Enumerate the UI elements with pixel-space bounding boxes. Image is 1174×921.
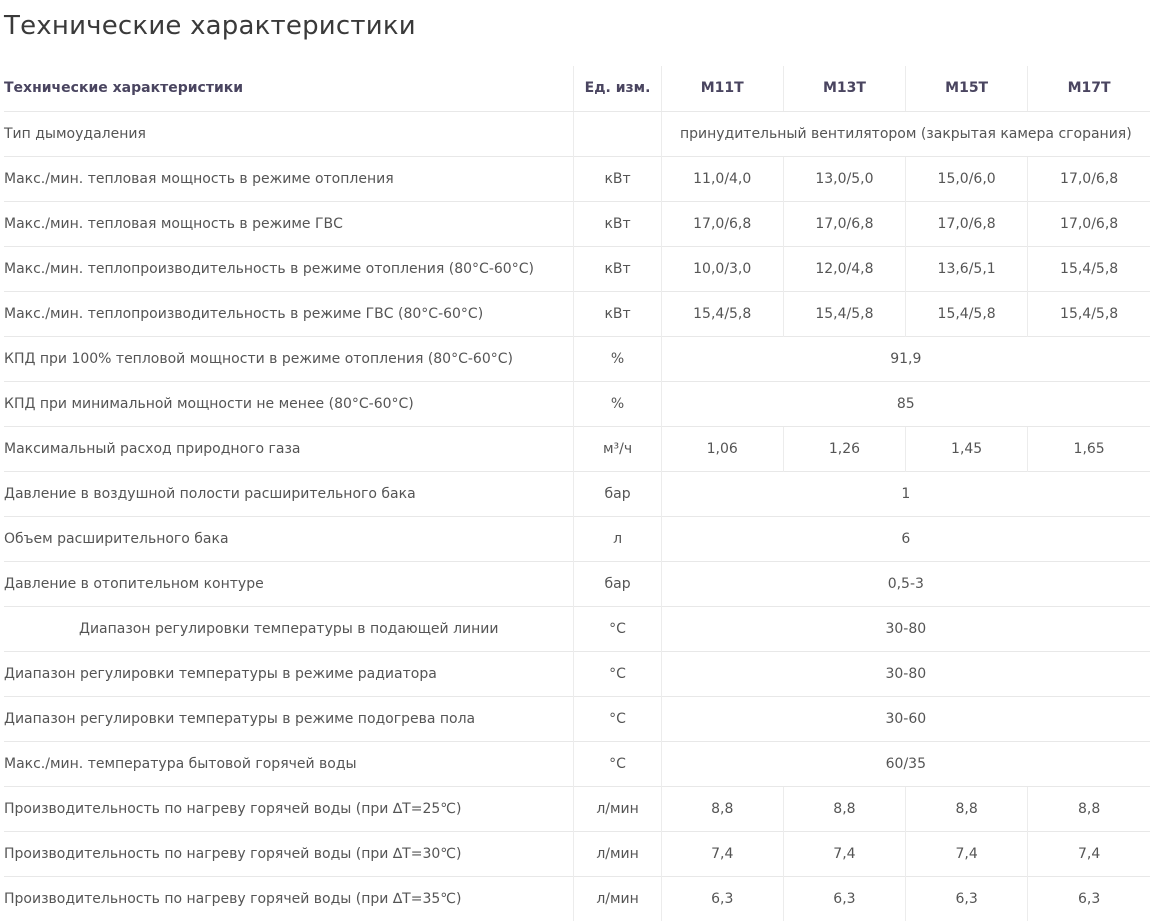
row-unit: кВт xyxy=(574,246,661,291)
row-value: 15,4/5,8 xyxy=(783,291,905,336)
row-value: 8,8 xyxy=(783,786,905,831)
row-parameter-name: Производительность по нагреву горячей воды (при ∆T=30℃) xyxy=(4,831,574,876)
row-unit: кВт xyxy=(574,201,661,246)
row-value-all-models: 1 xyxy=(661,471,1150,516)
row-parameter-name: Диапазон регулировки температуры в режиме подогрева пола xyxy=(4,696,574,741)
row-parameter-name: Производительность по нагреву горячей воды (при ∆T=25℃) xyxy=(4,786,574,831)
row-parameter-name: Диапазон регулировки температуры в подающей линии xyxy=(4,606,574,651)
row-value-all-models: 6 xyxy=(661,516,1150,561)
row-value: 15,4/5,8 xyxy=(1028,291,1150,336)
row-value: 6,3 xyxy=(906,876,1028,921)
row-value: 6,3 xyxy=(783,876,905,921)
row-parameter-name: Тип дымоудаления xyxy=(4,125,146,142)
table-row xyxy=(4,381,1150,426)
row-parameter-name: Макс./мин. тепловая мощность в режиме отопления xyxy=(4,156,574,201)
row-unit: л xyxy=(574,516,661,561)
row-value: 1,26 xyxy=(783,426,905,471)
row-value-all-models: принудительный вентилятором (закрытая камера сгорания) xyxy=(679,125,1132,142)
header-model-m11t: M11T xyxy=(661,66,783,111)
row-unit: л/мин xyxy=(574,831,661,876)
header-model-m15t: M15T xyxy=(906,66,1028,111)
row-value: 15,4/5,8 xyxy=(1028,246,1150,291)
row-unit: °С xyxy=(574,606,661,651)
table-row xyxy=(4,696,1150,741)
row-value: 17,0/6,8 xyxy=(1028,156,1150,201)
row-unit: л/мин xyxy=(574,876,661,921)
row-value: 7,4 xyxy=(906,831,1028,876)
row-value: 1,45 xyxy=(906,426,1028,471)
row-value-all-models: 91,9 xyxy=(661,336,1150,381)
table-row xyxy=(4,786,1150,831)
row-value: 8,8 xyxy=(1028,786,1150,831)
table-row xyxy=(4,291,1150,336)
page-title: Технические характеристики xyxy=(4,11,416,41)
table-row xyxy=(4,651,1150,696)
row-value-all-models: 30-80 xyxy=(661,606,1150,651)
row-value: 15,4/5,8 xyxy=(661,291,783,336)
row-value: 8,8 xyxy=(661,786,783,831)
row-value: 1,06 xyxy=(661,426,783,471)
table-row xyxy=(4,426,1150,471)
row-parameter-name: Объем расширительного бака xyxy=(4,516,574,561)
row-unit: м³/ч xyxy=(574,426,661,471)
row-parameter-name: КПД при минимальной мощности не менее (80°С-60°С) xyxy=(4,381,574,426)
row-parameter-name: Макс./мин. теплопроизводительность в режиме ГВС (80°С-60°С) xyxy=(4,291,574,336)
row-value-all-models: 0,5-3 xyxy=(661,561,1150,606)
row-parameter-name: Производительность по нагреву горячей воды (при ∆T=35℃) xyxy=(4,876,574,921)
row-value-all-models: 30-80 xyxy=(661,651,1150,696)
table-row xyxy=(4,516,1150,561)
table-row xyxy=(4,876,1150,921)
table-row xyxy=(4,336,1150,381)
row-parameter-name: Давление в отопительном контуре xyxy=(4,561,574,606)
row-value: 7,4 xyxy=(783,831,905,876)
header-row xyxy=(4,66,1150,111)
row-parameter-name: Макс./мин. температура бытовой горячей воды xyxy=(4,741,574,786)
row-value-all-models: 30-60 xyxy=(661,696,1150,741)
row-parameter-name: Диапазон регулировки температуры в режиме радиатора xyxy=(4,651,574,696)
table-row xyxy=(4,246,1150,291)
row-unit: °С xyxy=(574,651,661,696)
row-unit: % xyxy=(574,381,661,426)
row-value: 13,0/5,0 xyxy=(783,156,905,201)
table-row xyxy=(4,111,1150,156)
row-value: 7,4 xyxy=(661,831,783,876)
row-value-all-models: 60/35 xyxy=(661,741,1150,786)
table-row xyxy=(4,561,1150,606)
row-parameter-name: Макс./мин. тепловая мощность в режиме ГВС xyxy=(4,201,574,246)
header-model-m17t: M17T xyxy=(1028,66,1150,111)
row-unit: бар xyxy=(574,561,661,606)
row-value-all-models: 85 xyxy=(661,381,1150,426)
row-value: 11,0/4,0 xyxy=(661,156,783,201)
row-unit: л/мин xyxy=(574,786,661,831)
specifications-table xyxy=(4,66,1150,921)
row-unit xyxy=(574,111,661,156)
header-unit: Ед. изм. xyxy=(574,66,661,111)
row-value: 17,0/6,8 xyxy=(1028,201,1150,246)
header-model-m13t: M13T xyxy=(783,66,905,111)
table-row xyxy=(4,156,1150,201)
row-value: 6,3 xyxy=(1028,876,1150,921)
table-header xyxy=(4,66,1150,111)
table-row xyxy=(4,201,1150,246)
table-row xyxy=(4,471,1150,516)
row-value: 6,3 xyxy=(661,876,783,921)
table-row xyxy=(4,606,1150,651)
row-value: 13,6/5,1 xyxy=(906,246,1028,291)
row-parameter-name: Макс./мин. теплопроизводительность в режиме отопления (80°С-60°С) xyxy=(4,246,574,291)
row-value: 17,0/6,8 xyxy=(661,201,783,246)
row-value: 17,0/6,8 xyxy=(783,201,905,246)
row-value: 15,4/5,8 xyxy=(906,291,1028,336)
row-parameter-name: Максимальный расход природного газа xyxy=(4,426,574,471)
row-value: 15,0/6,0 xyxy=(906,156,1028,201)
row-parameter-name: Давление в воздушной полости расширительного бака xyxy=(4,471,574,516)
row-value: 17,0/6,8 xyxy=(906,201,1028,246)
row-unit: °С xyxy=(574,741,661,786)
row-value: 7,4 xyxy=(1028,831,1150,876)
row-value: 1,65 xyxy=(1028,426,1150,471)
row-unit: бар xyxy=(574,471,661,516)
row-unit: кВт xyxy=(574,156,661,201)
row-parameter-name: КПД при 100% тепловой мощности в режиме отопления (80°С-60°С) xyxy=(4,336,574,381)
row-unit: % xyxy=(574,336,661,381)
table-row xyxy=(4,741,1150,786)
row-unit: °С xyxy=(574,696,661,741)
row-unit: кВт xyxy=(574,291,661,336)
row-value: 10,0/3,0 xyxy=(661,246,783,291)
table-body xyxy=(4,111,1150,921)
table-row xyxy=(4,831,1150,876)
row-value: 8,8 xyxy=(906,786,1028,831)
header-name: Технические характеристики xyxy=(4,66,574,111)
row-value: 12,0/4,8 xyxy=(783,246,905,291)
